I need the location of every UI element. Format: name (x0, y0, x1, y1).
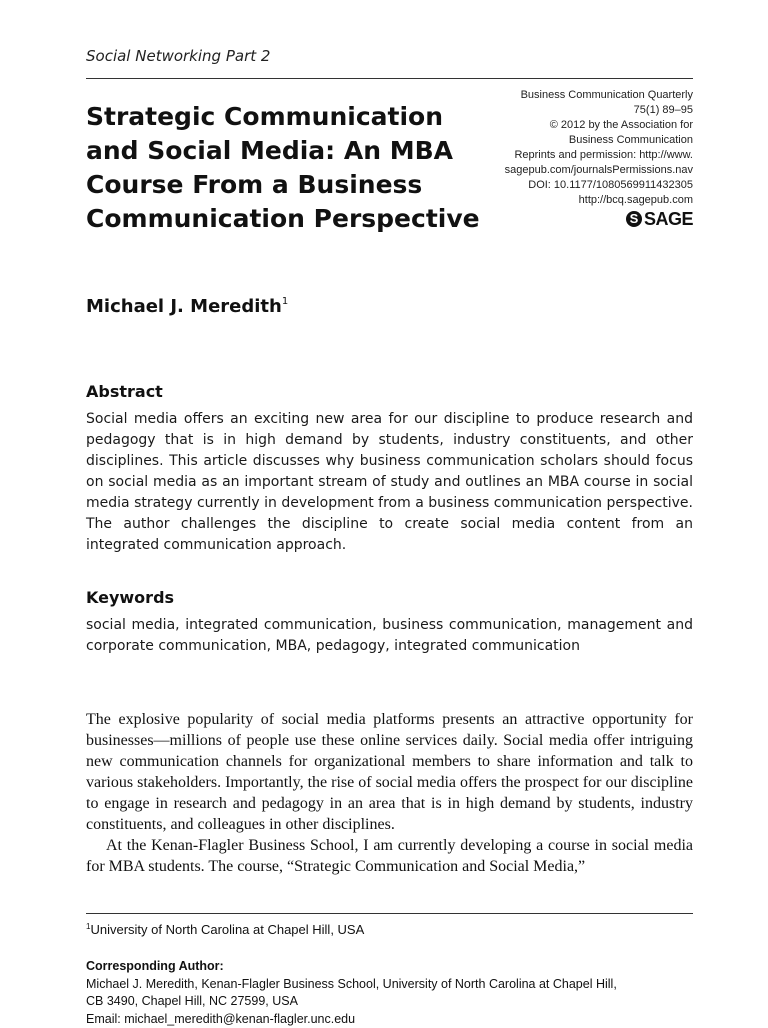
corresponding-author (86, 958, 693, 1028)
body-paragraph-1: The explosive popularity of social media platforms presents an attractive opportunity for businesses—millions of people use these online services daily. Social media offer intriguing new communication channels for organizational members to share information and talk to various stakeholders. Importantly, the rise of social media offers the prospect for our discipline to engage in research and pedagogy in an area that is in high demand by students, industry constituents, and colleagues in other disciplines. (86, 709, 693, 835)
article-title: Strategic Communication and Social Media: An MBA Course From a Business Communication Perspective (86, 100, 486, 236)
affiliation-footnote (86, 922, 364, 937)
footnote-rule (86, 913, 693, 914)
reprints-line-2: sagepub.com/journalsPermissions.nav (463, 163, 693, 178)
corresponding-label: Corresponding Author: (86, 958, 693, 976)
journal-url: http://bcq.sagepub.com (463, 193, 693, 208)
affiliation-marker: 1 (86, 922, 90, 931)
author-name: Michael J. Meredith (86, 296, 282, 317)
abstract-heading: Abstract (86, 382, 163, 401)
journal-volume: 75(1) 89–95 (463, 103, 693, 118)
keywords-text: social media, integrated communication, business communication, management and corporate communication, MBA, pedagogy, integrated communication (86, 615, 693, 657)
copyright-line-2: Business Communication (463, 133, 693, 148)
journal-name: Business Communication Quarterly (463, 88, 693, 103)
corresponding-address-line-2: CB 3490, Chapel Hill, NC 27599, USA (86, 993, 693, 1011)
sage-logo-mark: S (626, 211, 642, 227)
body-paragraph-2: At the Kenan-Flagler Business School, I am currently developing a course in social media for MBA students. The course, “Strategic Communication and Social Media,” (86, 835, 693, 877)
running-head: Social Networking Part 2 (86, 47, 270, 65)
corresponding-email: Email: michael_meredith@kenan-flagler.unc.edu (86, 1011, 693, 1028)
author-affiliation-marker: 1 (282, 296, 288, 307)
journal-info (463, 88, 693, 228)
doi: DOI: 10.1177/1080569911432305 (463, 178, 693, 193)
author-line (86, 296, 288, 317)
keywords-heading: Keywords (86, 588, 174, 607)
corresponding-address-line-1: Michael J. Meredith, Kenan-Flagler Business School, University of North Carolina at Chapel Hill, (86, 976, 693, 994)
abstract-text: Social media offers an exciting new area for our discipline to produce research and pedagogy that is in high demand by students, industry constituents, and other disciplines. This article discusses why business communication scholars should focus on social media as an important stream of study and outlines an MBA course in social media strategy currently in development from a business communication perspective. The author challenges the discipline to create social media content from an integrated communication approach. (86, 409, 693, 556)
header-rule (86, 78, 693, 79)
copyright-line-1: © 2012 by the Association for (463, 118, 693, 133)
affiliation-text: University of North Carolina at Chapel Hill, USA (90, 922, 364, 937)
sage-logo (626, 211, 693, 227)
body-text (86, 709, 693, 877)
reprints-line-1: Reprints and permission: http://www. (463, 148, 693, 163)
sage-logo-text: SAGE (644, 212, 693, 227)
